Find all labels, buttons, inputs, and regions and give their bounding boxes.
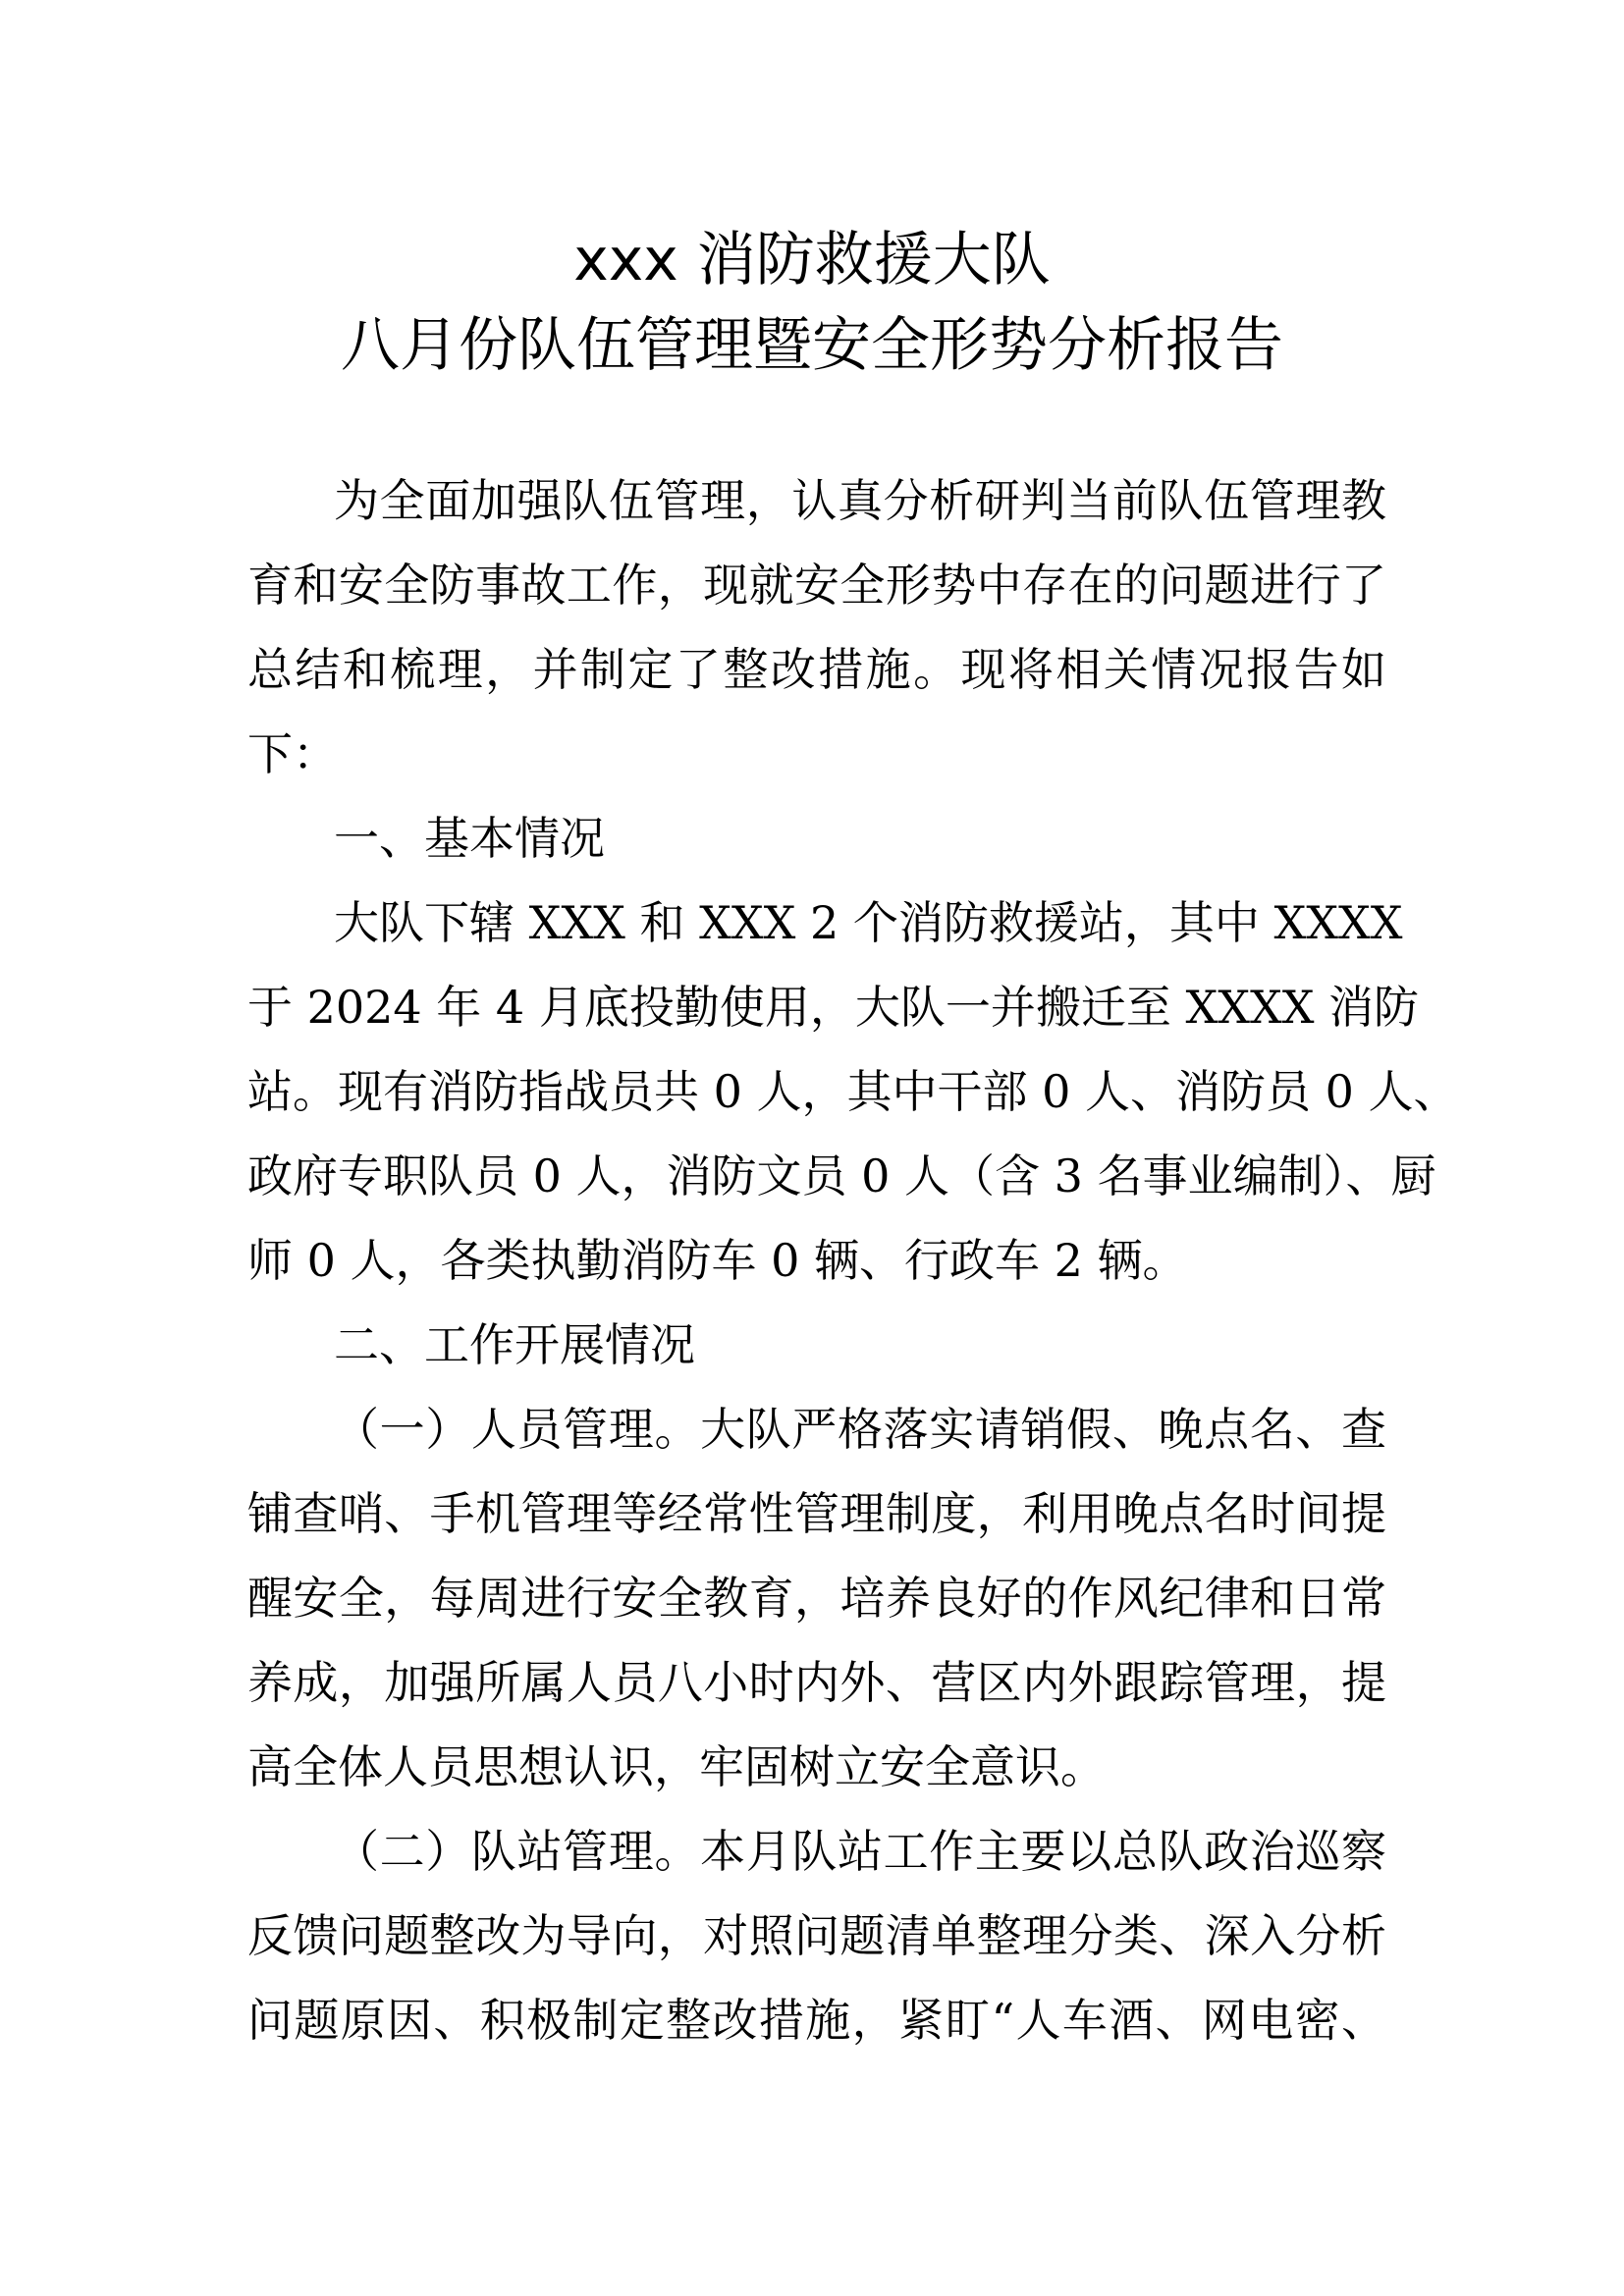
section-heading-basic: 一、基本情况 [334,812,605,865]
body-line: 师 0 人，各类执勤消防车 0 辆、行政车 2 辆。 [247,1234,1188,1287]
section-heading-work: 二、工作开展情况 [334,1318,695,1371]
body-line: 政府专职队员 0 人，消防文员 0 人（含 3 名事业编制）、厨 [247,1149,1436,1202]
body-line: 站。现有消防指战员共 0 人，其中干部 0 人、消防员 0 人、 [247,1065,1459,1118]
body-line: 总结和梳理，并制定了整改措施。现将相关情况报告如 [247,643,1386,696]
body-line: 醒安全，每周进行安全教育，培养良好的作风纪律和日常 [247,1572,1386,1625]
body-line: 铺查哨、手机管理等经常性管理制度，利用晚点名时间提 [247,1487,1386,1540]
body-line: 高全体人员思想认识，牢固树立安全意识。 [247,1740,1106,1793]
document-title-line1: xxx 消防救援大队 [573,226,1051,294]
body-line: 下： [247,727,338,780]
body-line: 养成，加强所属人员八小时内外、营区内外跟踪管理，提 [247,1656,1386,1709]
body-line: 育和安全防事故工作，现就安全形势中存在的问题进行了 [247,559,1386,612]
body-line: （二）队站管理。本月队站工作主要以总队政治巡察 [334,1825,1386,1878]
body-line: 于 2024 年 4 月底投勤使用，大队一并搬迁至 XXXX 消防 [247,981,1420,1034]
body-line: 大队下辖 XXX 和 XXX 2 个消防救援站，其中 XXXX [334,896,1403,949]
body-line: 问题原因、积极制定整改措施，紧盯“人车酒、网电密、 [247,1994,1386,2047]
document-title-line2: 八月份队伍管理暨安全形势分析报告 [341,311,1283,380]
body-line: 反馈问题整改为导向，对照问题清单整理分类、深入分析 [247,1909,1386,1962]
body-line: （一）人员管理。大队严格落实请销假、晚点名、查 [334,1403,1386,1456]
body-line: 为全面加强队伍管理，认真分析研判当前队伍管理教 [334,474,1386,527]
